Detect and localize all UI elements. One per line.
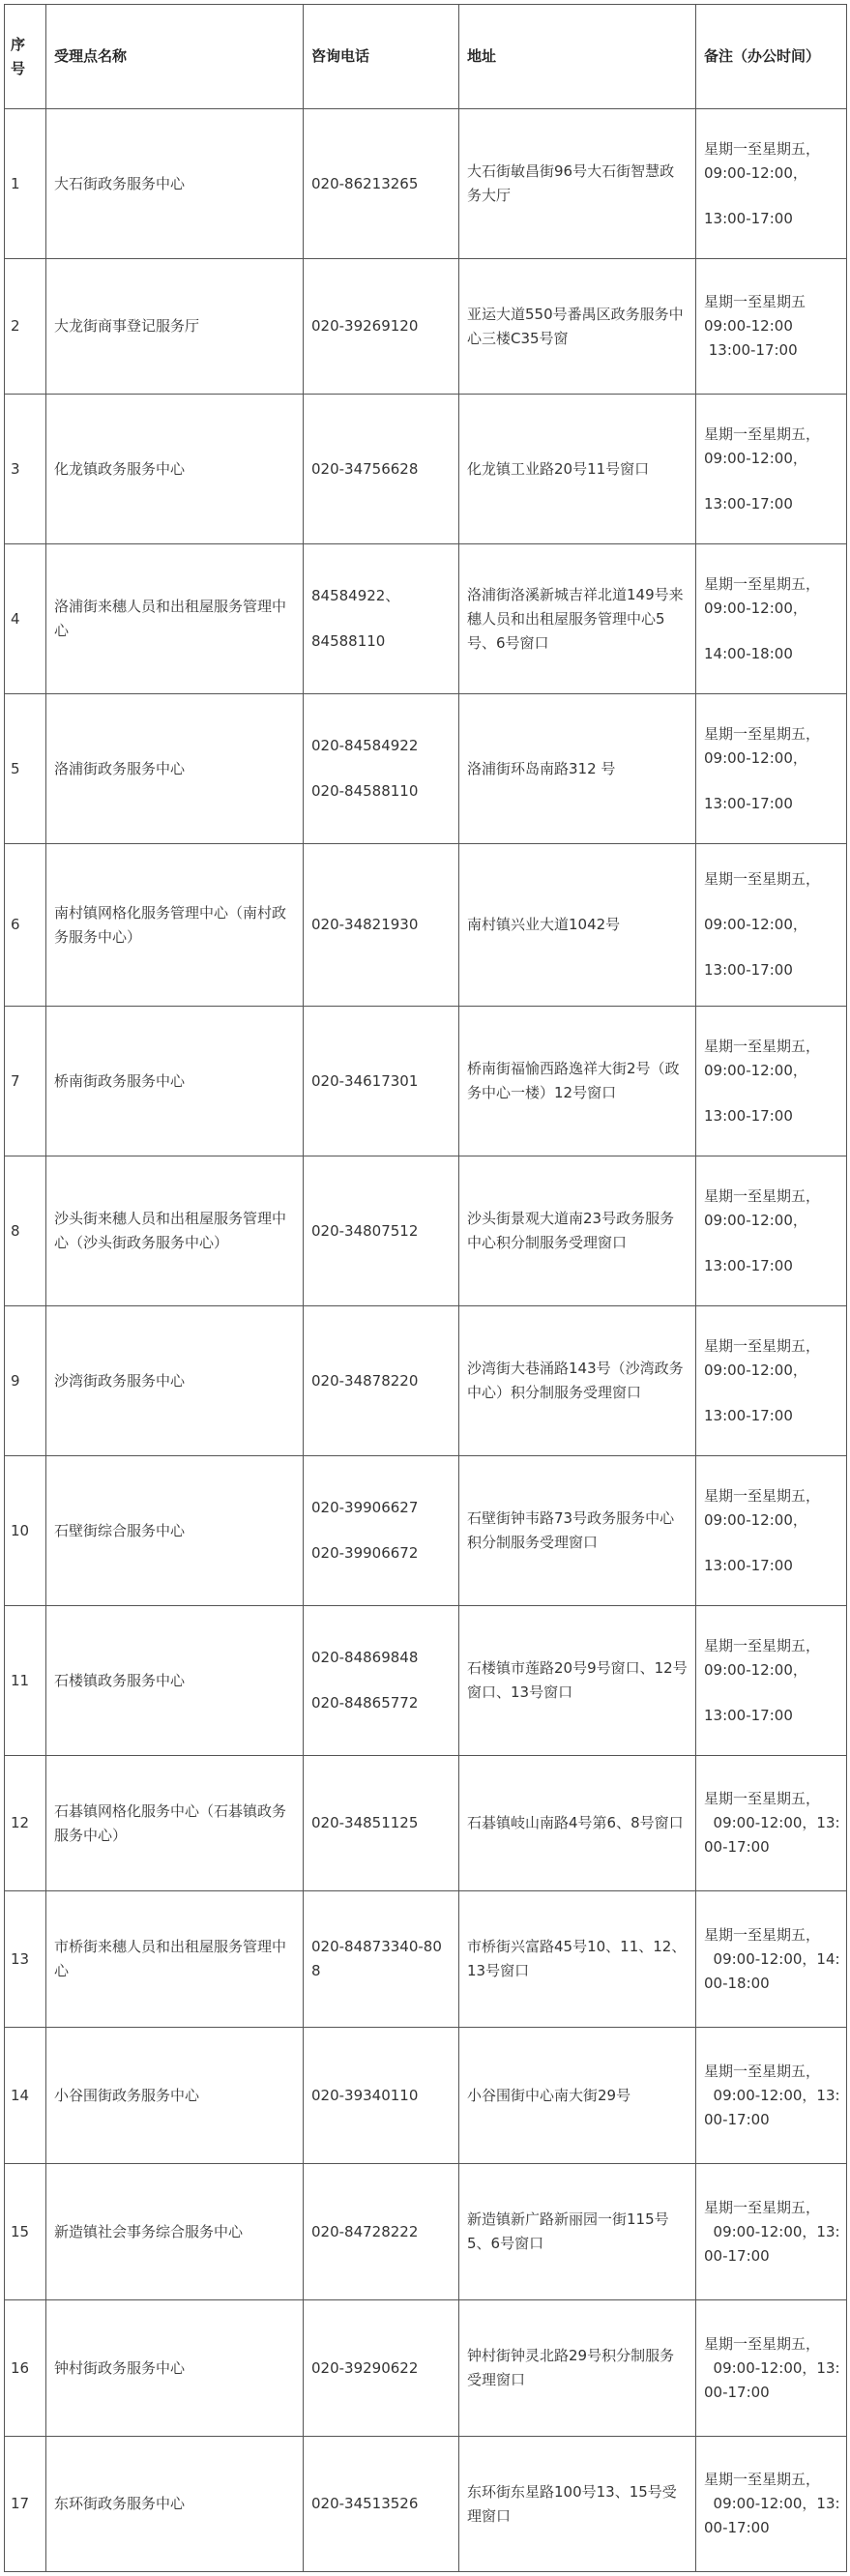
row-index: 12 <box>5 1756 46 1891</box>
table-row <box>5 1891 847 2028</box>
row-notes <box>696 1007 847 1156</box>
notes-line: 00-17:00 <box>704 1838 770 1856</box>
row-index: 10 <box>5 1456 46 1606</box>
row-notes <box>696 1156 847 1306</box>
row-notes <box>696 694 847 844</box>
table-row <box>5 2437 847 2572</box>
phone-gap <box>311 1520 451 1541</box>
notes-line: 13:00-17:00 <box>704 341 798 359</box>
header-phone: 咨询电话 <box>304 5 459 109</box>
row-phone <box>304 2300 459 2437</box>
row-index: 16 <box>5 2300 46 2437</box>
notes-line: 星期一至星期五， <box>704 424 821 443</box>
table-row <box>5 1606 847 1756</box>
notes-line: 13:00-17:00 <box>704 1706 793 1724</box>
phone-number: 020-34756628 <box>311 459 419 478</box>
row-name: 大石街政务服务中心 <box>46 109 304 259</box>
phone-number: 020-34821930 <box>311 916 419 933</box>
header-index-line-1: 序 <box>11 35 26 53</box>
row-phone <box>304 2437 459 2572</box>
row-index: 4 <box>5 544 46 694</box>
phone-gap <box>311 1670 451 1691</box>
notes-line: 00-18:00 <box>704 1974 770 1992</box>
notes-gap <box>704 1083 838 1104</box>
notes-line: 星期一至星期五， <box>704 1186 821 1205</box>
row-name: 石楼镇政务服务中心 <box>46 1606 304 1756</box>
row-notes <box>696 2028 847 2164</box>
service-points-table <box>4 4 847 2572</box>
row-address: 石壁街钟韦路73号政务服务中心积分制服务受理窗口 <box>459 1456 696 1606</box>
table-body <box>5 109 847 2572</box>
row-phone <box>304 1156 459 1306</box>
phone-number: 020-84873340-808 <box>311 1938 442 1979</box>
row-notes <box>696 2437 847 2572</box>
row-index: 5 <box>5 694 46 844</box>
header-index <box>5 5 46 109</box>
notes-line: 星期一至星期五， <box>704 1790 821 1807</box>
notes-line: 09:00-12:00，13: <box>704 2495 840 2512</box>
notes-line: 星期一至星期五， <box>704 2198 821 2216</box>
row-phone <box>304 2164 459 2300</box>
notes-line: 09:00-12:00，13: <box>704 2222 840 2240</box>
row-index: 2 <box>5 259 46 395</box>
table-row <box>5 2300 847 2437</box>
notes-line: 09:00-12:00，13: <box>704 2358 840 2377</box>
phone-number: 020-84869848 <box>311 1649 419 1666</box>
row-name: 大龙街商事登记服务厅 <box>46 259 304 395</box>
phone-number: 020-84728222 <box>311 2222 419 2240</box>
row-notes <box>696 109 847 259</box>
row-name: 洛浦街政务服务中心 <box>46 694 304 844</box>
phone-number: 020-34878220 <box>311 1371 419 1390</box>
header-name: 受理点名称 <box>46 5 304 109</box>
table-row <box>5 844 847 1007</box>
row-name: 钟村街政务服务中心 <box>46 2300 304 2437</box>
table-row <box>5 259 847 395</box>
row-index: 7 <box>5 1007 46 1156</box>
notes-line: 星期一至星期五， <box>704 1925 821 1944</box>
row-address: 新造镇新广路新丽园一街115号5、6号窗口 <box>459 2164 696 2300</box>
row-address: 桥南街福愉西路逸祥大街2号（政务中心一楼）12号窗口 <box>459 1007 696 1156</box>
row-address: 沙湾街大巷涌路143号（沙湾政务中心）积分制服务受理窗口 <box>459 1306 696 1456</box>
phone-number: 84584922、 <box>311 587 400 604</box>
phone-number: 020-34617301 <box>311 1071 419 1090</box>
row-index: 17 <box>5 2437 46 2572</box>
row-phone <box>304 544 459 694</box>
notes-gap <box>704 1233 838 1254</box>
row-notes <box>696 2164 847 2300</box>
table-row <box>5 694 847 844</box>
row-notes <box>696 1756 847 1891</box>
row-notes <box>696 1606 847 1756</box>
notes-line: 09:00-12:00， <box>704 449 807 467</box>
notes-line: 00-17:00 <box>704 2383 770 2401</box>
notes-line: 13:00-17:00 <box>704 961 793 979</box>
row-name: 小谷围街政务服务中心 <box>46 2028 304 2164</box>
row-address: 南村镇兴业大道1042号 <box>459 844 696 1007</box>
row-address: 洛浦街洛溪新城吉祥北道149号来穗人员和出租屋服务管理中心5号、6号窗口 <box>459 544 696 694</box>
notes-line: 星期一至星期五， <box>704 139 821 158</box>
row-phone <box>304 1306 459 1456</box>
row-notes <box>696 395 847 544</box>
phone-number: 020-39340110 <box>311 2086 419 2104</box>
row-notes <box>696 544 847 694</box>
row-phone <box>304 844 459 1007</box>
notes-line: 星期一至星期五， <box>704 574 821 593</box>
notes-line: 星期一至星期五， <box>704 724 821 743</box>
row-index: 13 <box>5 1891 46 2028</box>
row-address: 亚运大道550号番禺区政务服务中心三楼C35号窗 <box>459 259 696 395</box>
table-row <box>5 1756 847 1891</box>
notes-line: 13:00-17:00 <box>704 794 793 812</box>
notes-line: 09:00-12:00， <box>704 1510 807 1529</box>
notes-line: 00-17:00 <box>704 2110 770 2128</box>
row-address: 石楼镇市莲路20号9号窗口、12号窗口、13号窗口 <box>459 1606 696 1756</box>
notes-line: 09:00-12:00， <box>704 163 807 182</box>
notes-gap <box>704 1533 838 1554</box>
notes-line: 星期一至星期五， <box>704 2334 821 2353</box>
row-phone <box>304 1606 459 1756</box>
row-address: 小谷围街中心南大街29号 <box>459 2028 696 2164</box>
row-address: 石碁镇岐山南路4号第6、8号窗口 <box>459 1756 696 1891</box>
notes-gap <box>704 186 838 207</box>
row-notes <box>696 1456 847 1606</box>
table-row <box>5 544 847 694</box>
row-index: 8 <box>5 1156 46 1306</box>
notes-line: 13:00-17:00 <box>704 1406 793 1424</box>
phone-gap <box>311 758 451 779</box>
notes-line: 星期一至星期五， <box>704 1486 821 1505</box>
row-notes <box>696 844 847 1007</box>
header-address: 地址 <box>459 5 696 109</box>
header-notes: 备注（办公时间） <box>696 5 847 109</box>
row-name: 石壁街综合服务中心 <box>46 1456 304 1606</box>
row-notes <box>696 1306 847 1456</box>
notes-line: 14:00-18:00 <box>704 644 793 662</box>
notes-line: 星期一至星期五， <box>704 1636 821 1654</box>
phone-number: 020-34807512 <box>311 1221 419 1240</box>
row-address: 化龙镇工业路20号11号窗口 <box>459 395 696 544</box>
phone-number: 020-34513526 <box>311 2495 419 2512</box>
row-name: 石碁镇网格化服务中心（石碁镇政务服务中心） <box>46 1756 304 1891</box>
notes-line: 09:00-12:00，13: <box>704 2086 840 2104</box>
row-name: 沙头街来穗人员和出租屋服务管理中心（沙头街政务服务中心） <box>46 1156 304 1306</box>
notes-line: 00-17:00 <box>704 2519 770 2536</box>
row-phone <box>304 2028 459 2164</box>
table-row <box>5 1007 847 1156</box>
notes-line: 00-17:00 <box>704 2246 770 2265</box>
phone-number: 020-84865772 <box>311 1694 419 1712</box>
notes-gap <box>704 892 838 913</box>
row-index: 1 <box>5 109 46 259</box>
table-row <box>5 2164 847 2300</box>
phone-number: 020-39906627 <box>311 1499 419 1516</box>
row-phone <box>304 1456 459 1606</box>
notes-line: 09:00-12:00，13: <box>704 1814 840 1831</box>
notes-line: 星期一至星期五 <box>704 293 806 310</box>
row-address: 钟村街钟灵北路29号积分制服务受理窗口 <box>459 2300 696 2437</box>
notes-line: 09:00-12:00， <box>704 1361 807 1379</box>
notes-line: 09:00-12:00， <box>704 748 807 767</box>
row-index: 6 <box>5 844 46 1007</box>
row-notes <box>696 1891 847 2028</box>
row-index: 14 <box>5 2028 46 2164</box>
notes-line: 13:00-17:00 <box>704 494 793 512</box>
row-name: 桥南街政务服务中心 <box>46 1007 304 1156</box>
row-address: 大石街敏昌街96号大石街智慧政务大厅 <box>459 109 696 259</box>
notes-line: 13:00-17:00 <box>704 1106 793 1125</box>
notes-line: 星期一至星期五， <box>704 2471 821 2488</box>
row-name: 市桥街来穗人员和出租屋服务管理中心 <box>46 1891 304 2028</box>
row-index: 9 <box>5 1306 46 1456</box>
phone-number: 020-34851125 <box>311 1814 419 1831</box>
row-name: 南村镇网格化服务管理中心（南村政务服务中心） <box>46 844 304 1007</box>
table-row <box>5 2028 847 2164</box>
notes-gap <box>704 1383 838 1404</box>
row-phone <box>304 1756 459 1891</box>
row-address: 洛浦街环岛南路312 号 <box>459 694 696 844</box>
notes-line: 星期一至星期五， <box>704 1336 821 1355</box>
notes-line: 13:00-17:00 <box>704 1256 793 1274</box>
notes-line: 星期一至星期五， <box>704 1037 821 1055</box>
notes-line: 09:00-12:00， <box>704 1660 807 1679</box>
notes-line: 星期一至星期五， <box>704 2062 821 2080</box>
notes-gap <box>704 937 838 958</box>
row-notes <box>696 259 847 395</box>
row-address: 东环街东星路100号13、15号受理窗口 <box>459 2437 696 2572</box>
notes-line: 09:00-12:00 <box>704 317 793 335</box>
phone-number: 020-39269120 <box>311 317 419 335</box>
notes-line: 09:00-12:00， <box>704 1211 807 1229</box>
notes-gap <box>704 471 838 492</box>
row-index: 11 <box>5 1606 46 1756</box>
notes-line: 13:00-17:00 <box>704 1556 793 1574</box>
phone-number: 020-39906672 <box>311 1544 419 1562</box>
phone-number: 020-84588110 <box>311 782 419 800</box>
row-phone <box>304 694 459 844</box>
notes-line: 09:00-12:00， <box>704 599 807 617</box>
table-row <box>5 109 847 259</box>
table-header-row <box>5 5 847 109</box>
notes-line: 09:00-12:00， <box>704 1061 807 1079</box>
phone-number: 020-86213265 <box>311 174 419 192</box>
notes-line: 09:00-12:00， <box>704 916 807 933</box>
notes-gap <box>704 621 838 642</box>
table-row <box>5 1456 847 1606</box>
row-name: 化龙镇政务服务中心 <box>46 395 304 544</box>
row-name: 洛浦街来穗人员和出租屋服务管理中心 <box>46 544 304 694</box>
row-phone <box>304 259 459 395</box>
notes-line: 09:00-12:00，14: <box>704 1949 840 1968</box>
table-row <box>5 1306 847 1456</box>
table-row <box>5 1156 847 1306</box>
row-index: 15 <box>5 2164 46 2300</box>
table-row <box>5 395 847 544</box>
row-name: 沙湾街政务服务中心 <box>46 1306 304 1456</box>
phone-gap <box>311 608 451 629</box>
row-name: 新造镇社会事务综合服务中心 <box>46 2164 304 2300</box>
header-index-line-2: 号 <box>11 59 26 77</box>
row-address: 市桥街兴富路45号10、11、12、13号窗口 <box>459 1891 696 2028</box>
row-phone <box>304 1007 459 1156</box>
row-notes <box>696 2300 847 2437</box>
row-index: 3 <box>5 395 46 544</box>
notes-gap <box>704 771 838 792</box>
notes-line: 13:00-17:00 <box>704 209 793 227</box>
phone-number: 020-39290622 <box>311 2358 419 2377</box>
notes-gap <box>704 1683 838 1704</box>
row-address: 沙头街景观大道南23号政务服务中心积分制服务受理窗口 <box>459 1156 696 1306</box>
phone-number: 84588110 <box>311 632 386 650</box>
row-phone <box>304 395 459 544</box>
row-name: 东环街政务服务中心 <box>46 2437 304 2572</box>
row-phone <box>304 109 459 259</box>
notes-line: 星期一至星期五， <box>704 870 821 888</box>
row-phone <box>304 1891 459 2028</box>
phone-number: 020-84584922 <box>311 737 419 754</box>
